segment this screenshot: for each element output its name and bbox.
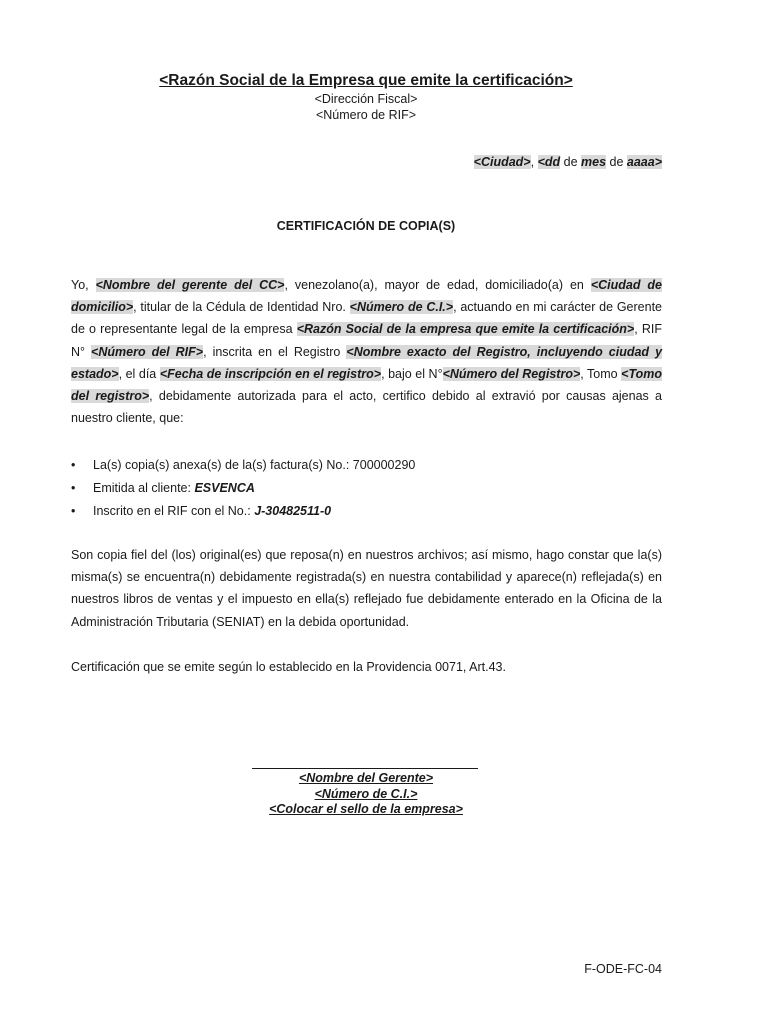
date-year: aaaa> <box>626 155 662 169</box>
p1-text-8: , bajo el N° <box>381 366 443 381</box>
p1-text-4: , actuando en mi carácter de Gerente de o representante legal de la empresa <box>71 300 663 337</box>
company-name-heading: <Razón Social de la Empresa que emite la certificación> <box>159 72 573 89</box>
registry-number-field: <Número del Registro> <box>442 366 581 381</box>
signature-line <box>252 768 478 769</box>
date-city: <Ciudad> <box>473 155 531 169</box>
form-code: F-ODE-FC-04 <box>584 962 662 976</box>
client-rif: J-30482511-0 <box>254 504 332 518</box>
p1-text-1: Yo, <box>71 278 96 292</box>
bullet-dot: • <box>71 458 76 472</box>
date-comma: , <box>530 155 538 169</box>
signature-manager-name: <Nombre del Gerente> <box>298 771 434 785</box>
date-month: mes <box>581 155 607 169</box>
fiscal-address: <Dirección Fiscal> <box>314 92 418 106</box>
p1-text-6: , inscrita en el Registro <box>203 344 347 359</box>
p1-text-2: , venezolano(a), mayor de edad, domiciliado(a) en <box>284 278 591 292</box>
list-item <box>71 478 662 501</box>
registry-name-field: <Nombre exacto del Registro, incluyendo ciudad y estado> <box>71 344 663 381</box>
date-de-2: de <box>606 155 627 169</box>
date-line <box>474 155 662 169</box>
p1-text-3: , titular de la Cédula de Identidad Nro. <box>133 300 350 315</box>
document-title: CERTIFICACIÓN DE COPIA(S) <box>276 219 456 233</box>
registration-date-field: <Fecha de inscripción en el registro> <box>159 366 382 381</box>
p1-text-5: , RIF N° <box>71 322 662 359</box>
client-name: ESVENCA <box>194 481 255 495</box>
bullet-dot: • <box>71 481 76 495</box>
legal-basis-paragraph: Certificación que se emite según lo establecido en la Providencia 0071, Art.43. <box>71 660 506 674</box>
date-de-1: de <box>560 155 581 169</box>
p1-text-9: , Tomo <box>580 366 622 381</box>
id-number-field: <Número de C.I.> <box>349 300 454 315</box>
registry-volume-field: <Tomo del registro> <box>71 366 663 404</box>
list-item-text: Emitida al cliente: <box>93 481 195 495</box>
signature-seal: <Colocar el sello de la empresa> <box>269 802 463 816</box>
list-item <box>71 455 662 478</box>
signature-id-number: <Número de C.I.> <box>314 787 418 801</box>
list-item <box>71 501 662 524</box>
city-domicile-field: <Ciudad de domicilio> <box>71 278 662 315</box>
manager-name-field: <Nombre del gerente del CC> <box>95 278 285 292</box>
rif-field: <Número del RIF> <box>91 344 204 359</box>
company-name-field: <Razón Social de la empresa que emite la certificación> <box>296 322 635 337</box>
certification-paragraph <box>71 274 662 429</box>
list-item-text: Inscrito en el RIF con el No.: <box>93 504 255 518</box>
date-day: <dd <box>537 155 561 169</box>
certified-items-list <box>71 455 662 524</box>
statement-paragraph: Son copia fiel del (los) original(es) que reposa(n) en nuestros archivos; así mismo, hago constar que la(s) misma(s) se encuentra(n) debidamente registrada(s) en nuestra contabilidad y aparece(n) reflejada(s) en nuestros libros de ventas y el impuesto en ella(s) reflejado fue debidamente enterado en la Oficina de la Administración Tributaria (SENIAT) en la debida oportunidad. <box>71 548 662 629</box>
rif-number: <Número de RIF> <box>315 108 417 122</box>
p1-text-7: , el día <box>118 366 160 381</box>
bullet-dot: • <box>71 504 76 518</box>
p1-text-10: , debidamente autorizada para el acto, certifico debido al extravió por causas ajenas a nuestro cliente, que: <box>71 389 662 426</box>
list-item-text: La(s) copia(s) anexa(s) de la(s) factura(s) No.: 700000290 <box>93 458 416 472</box>
